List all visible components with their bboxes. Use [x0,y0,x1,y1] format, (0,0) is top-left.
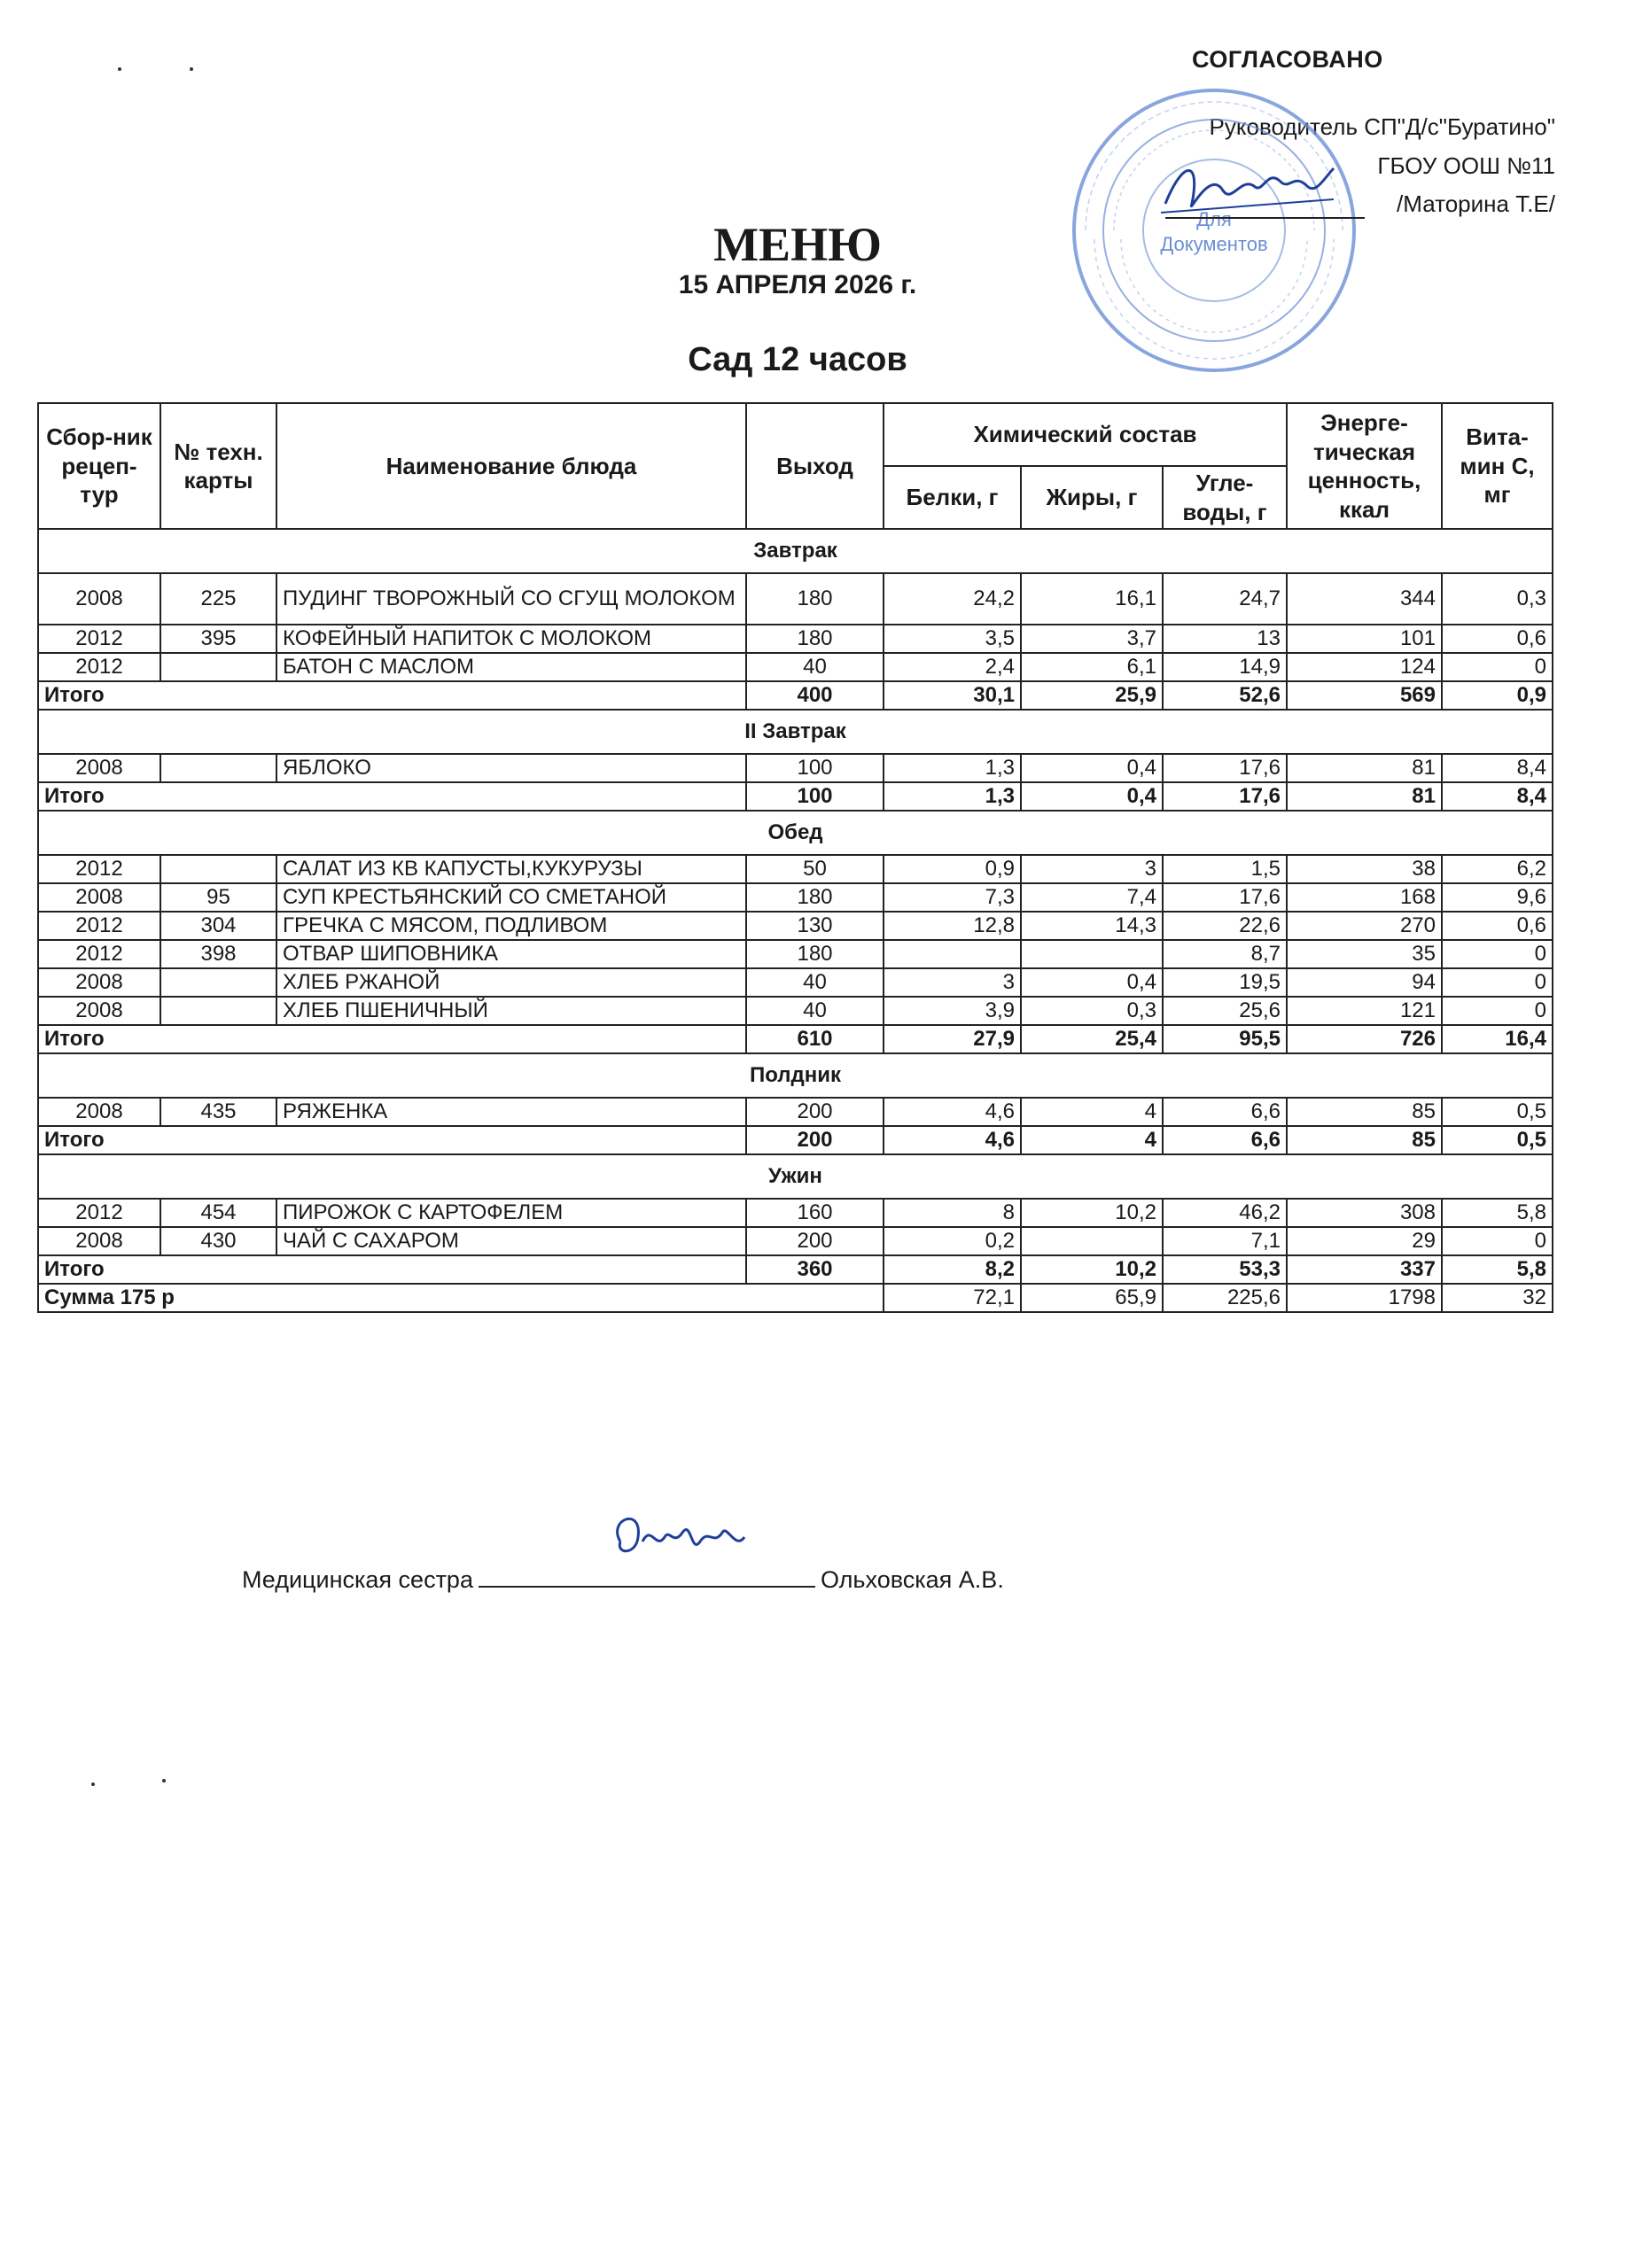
table-row [38,855,1553,883]
section-row [38,811,1553,855]
vitamin-cell: 0 [1442,1227,1553,1255]
total-carbs-cell: 95,5 [1163,1025,1287,1053]
total-energy-cell: 85 [1287,1126,1442,1154]
page-title: МЕНЮ [713,218,882,271]
table-row [38,997,1553,1025]
vitamin-cell: 8,4 [1442,754,1553,782]
section-title: Ужин [38,1154,1553,1199]
table-row [38,912,1553,940]
dish-name-cell: ГРЕЧКА С МЯСОМ, ПОДЛИВОМ [276,912,746,940]
proteins-cell: 3,9 [884,997,1021,1025]
approval-name: /Маторина Т.Е/ [1397,190,1555,217]
header-carbs: Угле-воды, г [1163,466,1287,529]
dish-name-cell: БАТОН С МАСЛОМ [276,653,746,681]
total-energy-cell: 726 [1287,1025,1442,1053]
total-label: Итого [38,782,746,811]
nurse-signature [603,1502,753,1573]
total-carbs-cell: 53,3 [1163,1255,1287,1284]
vitamin-cell: 9,6 [1442,883,1553,912]
grand-total-vitamin-cell: 32 [1442,1284,1553,1312]
total-energy-cell: 569 [1287,681,1442,710]
total-fats-cell: 25,9 [1021,681,1163,710]
total-energy-cell: 337 [1287,1255,1442,1284]
table-row [38,940,1553,968]
header-vitamin-c: Вита-мин С, мг [1442,403,1553,529]
grand-total-energy-cell: 1798 [1287,1284,1442,1312]
grand-total-row [38,1284,1553,1312]
menu-subtitle: Сад 12 часов [688,341,907,378]
approval-position: Руководитель СП"Д/с"Буратино" [1209,113,1555,140]
total-label: Итого [38,1025,746,1053]
menu-table-body [38,529,1553,1312]
collection-cell: 2008 [38,968,160,997]
yield-cell: 40 [746,997,884,1025]
scan-speck [91,1783,95,1786]
section-row [38,529,1553,573]
vitamin-cell: 0,6 [1442,625,1553,653]
scan-speck [190,67,193,71]
yield-cell: 180 [746,883,884,912]
stamp-center-line2: Документов [1160,233,1268,255]
total-vitamin-cell: 16,4 [1442,1025,1553,1053]
carbs-cell: 8,7 [1163,940,1287,968]
collection-cell: 2012 [38,940,160,968]
total-proteins-cell: 1,3 [884,782,1021,811]
collection-cell: 2012 [38,912,160,940]
vitamin-cell: 0 [1442,940,1553,968]
total-vitamin-cell: 8,4 [1442,782,1553,811]
nurse-role: Медицинская сестра [242,1566,473,1593]
table-row [38,883,1553,912]
dish-name-cell: ХЛЕБ ПШЕНИЧНЫЙ [276,997,746,1025]
yield-cell: 50 [746,855,884,883]
collection-cell: 2012 [38,625,160,653]
section-row [38,1154,1553,1199]
proteins-cell: 3,5 [884,625,1021,653]
carbs-cell: 19,5 [1163,968,1287,997]
yield-cell: 180 [746,625,884,653]
proteins-cell: 4,6 [884,1098,1021,1126]
menu-date: 15 АПРЕЛЯ 2026 г. [678,270,917,299]
proteins-cell: 1,3 [884,754,1021,782]
table-row [38,1098,1553,1126]
stamp-center-line1: Для [1196,208,1232,230]
yield-cell: 40 [746,968,884,997]
tech-card-cell [160,968,276,997]
total-carbs-cell: 6,6 [1163,1126,1287,1154]
header-collection: Сбор-ник рецеп-тур [38,403,160,529]
yield-cell: 180 [746,940,884,968]
dish-name-cell: ОТВАР ШИПОВНИКА [276,940,746,968]
total-row [38,681,1553,710]
carbs-cell: 25,6 [1163,997,1287,1025]
total-row [38,1255,1553,1284]
carbs-cell: 14,9 [1163,653,1287,681]
yield-cell: 200 [746,1227,884,1255]
grand-total-proteins-cell: 72,1 [884,1284,1021,1312]
total-fats-cell: 0,4 [1021,782,1163,811]
tech-card-cell: 435 [160,1098,276,1126]
collection-cell: 2012 [38,653,160,681]
fats-cell: 14,3 [1021,912,1163,940]
fats-cell: 0,3 [1021,997,1163,1025]
approval-heading: СОГЛАСОВАНО [1192,46,1383,73]
collection-cell: 2008 [38,997,160,1025]
proteins-cell: 3 [884,968,1021,997]
carbs-cell: 22,6 [1163,912,1287,940]
energy-cell: 35 [1287,940,1442,968]
menu-table [37,402,1553,1313]
yield-cell: 160 [746,1199,884,1227]
fats-cell: 16,1 [1021,573,1163,625]
tech-card-cell [160,653,276,681]
total-vitamin-cell: 0,5 [1442,1126,1553,1154]
dish-name-cell: ПУДИНГ ТВОРОЖНЫЙ СО СГУЩ МОЛОКОМ [276,573,746,625]
table-row [38,625,1553,653]
energy-cell: 308 [1287,1199,1442,1227]
fats-cell: 7,4 [1021,883,1163,912]
approval-organization: ГБОУ ООШ №11 [1377,152,1555,179]
tech-card-cell [160,855,276,883]
total-vitamin-cell: 5,8 [1442,1255,1553,1284]
tech-card-cell [160,997,276,1025]
table-row [38,573,1553,625]
yield-cell: 130 [746,912,884,940]
dish-name-cell: ХЛЕБ РЖАНОЙ [276,968,746,997]
collection-cell: 2008 [38,754,160,782]
grand-total-label: Сумма 175 р [38,1284,884,1312]
carbs-cell: 24,7 [1163,573,1287,625]
scan-speck [118,67,121,71]
yield-cell: 40 [746,653,884,681]
proteins-cell: 0,9 [884,855,1021,883]
table-row [38,1227,1553,1255]
collection-cell: 2012 [38,1199,160,1227]
dish-name-cell: СУП КРЕСТЬЯНСКИЙ СО СМЕТАНОЙ [276,883,746,912]
table-row [38,653,1553,681]
energy-cell: 81 [1287,754,1442,782]
proteins-cell: 7,3 [884,883,1021,912]
header-dish-name: Наименование блюда [276,403,746,529]
fats-cell: 0,4 [1021,968,1163,997]
carbs-cell: 13 [1163,625,1287,653]
carbs-cell: 17,6 [1163,883,1287,912]
total-proteins-cell: 8,2 [884,1255,1021,1284]
total-fats-cell: 4 [1021,1126,1163,1154]
section-row [38,710,1553,754]
energy-cell: 38 [1287,855,1442,883]
energy-cell: 29 [1287,1227,1442,1255]
vitamin-cell: 5,8 [1442,1199,1553,1227]
energy-cell: 94 [1287,968,1442,997]
fats-cell: 6,1 [1021,653,1163,681]
energy-cell: 270 [1287,912,1442,940]
carbs-cell: 7,1 [1163,1227,1287,1255]
yield-cell: 100 [746,754,884,782]
proteins-cell: 12,8 [884,912,1021,940]
carbs-cell: 1,5 [1163,855,1287,883]
header-yield: Выход [746,403,884,529]
vitamin-cell: 0 [1442,968,1553,997]
proteins-cell: 2,4 [884,653,1021,681]
total-carbs-cell: 52,6 [1163,681,1287,710]
tech-card-cell [160,754,276,782]
dish-name-cell: ЧАЙ С САХАРОМ [276,1227,746,1255]
collection-cell: 2012 [38,855,160,883]
total-yield-cell: 360 [746,1255,884,1284]
dish-name-cell: ПИРОЖОК С КАРТОФЕЛЕМ [276,1199,746,1227]
fats-cell: 3 [1021,855,1163,883]
grand-total-fats-cell: 65,9 [1021,1284,1163,1312]
total-label: Итого [38,1126,746,1154]
fats-cell [1021,940,1163,968]
energy-cell: 344 [1287,573,1442,625]
total-vitamin-cell: 0,9 [1442,681,1553,710]
collection-cell: 2008 [38,883,160,912]
dish-name-cell: РЯЖЕНКА [276,1098,746,1126]
proteins-cell: 0,2 [884,1227,1021,1255]
vitamin-cell: 0,5 [1442,1098,1553,1126]
carbs-cell: 17,6 [1163,754,1287,782]
fats-cell [1021,1227,1163,1255]
yield-cell: 180 [746,573,884,625]
total-yield-cell: 100 [746,782,884,811]
tech-card-cell: 95 [160,883,276,912]
scan-speck [162,1779,166,1783]
header-tech-card: № техн. карты [160,403,276,529]
total-fats-cell: 10,2 [1021,1255,1163,1284]
section-title: II Завтрак [38,710,1553,754]
total-energy-cell: 81 [1287,782,1442,811]
table-row [38,754,1553,782]
grand-total-carbs-cell: 225,6 [1163,1284,1287,1312]
nurse-name: Ольховская А.В. [820,1566,1004,1593]
carbs-cell: 6,6 [1163,1098,1287,1126]
total-yield-cell: 200 [746,1126,884,1154]
vitamin-cell: 0,3 [1442,573,1553,625]
total-row [38,1025,1553,1053]
section-title: Обед [38,811,1553,855]
collection-cell: 2008 [38,573,160,625]
total-yield-cell: 400 [746,681,884,710]
energy-cell: 85 [1287,1098,1442,1126]
tech-card-cell: 454 [160,1199,276,1227]
total-fats-cell: 25,4 [1021,1025,1163,1053]
vitamin-cell: 6,2 [1442,855,1553,883]
energy-cell: 101 [1287,625,1442,653]
header-proteins: Белки, г [884,466,1021,529]
total-row [38,782,1553,811]
tech-card-cell: 225 [160,573,276,625]
total-carbs-cell: 17,6 [1163,782,1287,811]
energy-cell: 121 [1287,997,1442,1025]
carbs-cell: 46,2 [1163,1199,1287,1227]
dish-name-cell: ЯБЛОКО [276,754,746,782]
dish-name-cell: САЛАТ ИЗ КВ КАПУСТЫ,КУКУРУЗЫ [276,855,746,883]
header-energy: Энерге-тическая ценность, ккал [1287,403,1442,529]
header-fats: Жиры, г [1021,466,1163,529]
proteins-cell: 8 [884,1199,1021,1227]
proteins-cell [884,940,1021,968]
tech-card-cell: 395 [160,625,276,653]
proteins-cell: 24,2 [884,573,1021,625]
total-label: Итого [38,681,746,710]
vitamin-cell: 0 [1442,997,1553,1025]
dish-name-cell: КОФЕЙНЫЙ НАПИТОК С МОЛОКОМ [276,625,746,653]
vitamin-cell: 0 [1442,653,1553,681]
section-title: Полдник [38,1053,1553,1098]
total-row [38,1126,1553,1154]
collection-cell: 2008 [38,1098,160,1126]
tech-card-cell: 398 [160,940,276,968]
table-row [38,1199,1553,1227]
header-chemical-composition: Химический состав [884,403,1287,466]
vitamin-cell: 0,6 [1442,912,1553,940]
energy-cell: 124 [1287,653,1442,681]
tech-card-cell: 304 [160,912,276,940]
tech-card-cell: 430 [160,1227,276,1255]
table-row [38,968,1553,997]
fats-cell: 0,4 [1021,754,1163,782]
fats-cell: 10,2 [1021,1199,1163,1227]
energy-cell: 168 [1287,883,1442,912]
total-yield-cell: 610 [746,1025,884,1053]
fats-cell: 4 [1021,1098,1163,1126]
total-label: Итого [38,1255,746,1284]
section-row [38,1053,1553,1098]
fats-cell: 3,7 [1021,625,1163,653]
total-proteins-cell: 30,1 [884,681,1021,710]
section-title: Завтрак [38,529,1553,573]
yield-cell: 200 [746,1098,884,1126]
total-proteins-cell: 27,9 [884,1025,1021,1053]
total-proteins-cell: 4,6 [884,1126,1021,1154]
collection-cell: 2008 [38,1227,160,1255]
